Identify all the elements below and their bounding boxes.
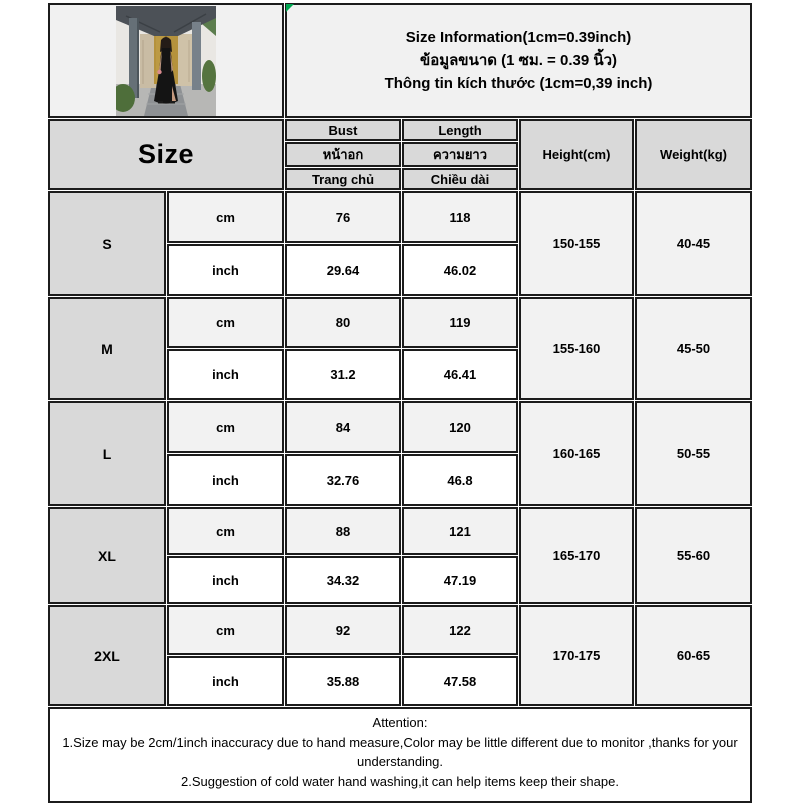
size-chart-table <box>47 2 753 804</box>
height-value: 155-160 <box>519 297 634 400</box>
row-xl-cm <box>48 507 752 555</box>
bust-cm-value: 76 <box>285 191 401 243</box>
row-m-cm <box>48 297 752 348</box>
weight-value: 60-65 <box>635 605 752 706</box>
bust-inch-value: 29.64 <box>285 244 401 296</box>
bust-header-th: หน้าอก <box>285 142 401 167</box>
title-english: Size Information(1cm=0.39inch) <box>405 28 632 46</box>
attention-title: Attention: <box>372 715 428 730</box>
length-header-th: ความยาว <box>402 142 518 167</box>
bust-inch-value: 34.32 <box>285 556 401 604</box>
unit-inch-label: inch <box>167 556 284 604</box>
bust-inch-value: 31.2 <box>285 349 401 400</box>
length-inch-value: 46.41 <box>402 349 518 400</box>
row-l-cm <box>48 401 752 453</box>
length-inch-value: 46.02 <box>402 244 518 296</box>
weight-value: 40-45 <box>635 191 752 296</box>
title-thai: ข้อมูลขนาด (1 ซม. = 0.39 นิ้ว) <box>419 51 618 69</box>
length-cm-value: 119 <box>402 297 518 348</box>
bust-cm-value: 88 <box>285 507 401 555</box>
row-2xl-cm <box>48 605 752 655</box>
size-label: S <box>48 191 166 296</box>
attention-note-2: 2.Suggestion of cold water hand washing,it can help items keep their shape. <box>181 773 619 789</box>
length-header-en: Length <box>402 119 518 141</box>
height-value: 160-165 <box>519 401 634 506</box>
height-header: Height(cm) <box>519 119 634 190</box>
weight-value: 55-60 <box>635 507 752 604</box>
unit-inch-label: inch <box>167 349 284 400</box>
size-label: 2XL <box>48 605 166 706</box>
header-row-en <box>48 119 752 141</box>
weight-value: 50-55 <box>635 401 752 506</box>
bust-inch-value: 32.76 <box>285 454 401 506</box>
length-inch-value: 47.58 <box>402 656 518 706</box>
unit-cm-label: cm <box>167 401 284 453</box>
height-value: 150-155 <box>519 191 634 296</box>
bust-header-vi: Trang chủ <box>285 168 401 190</box>
length-inch-value: 47.19 <box>402 556 518 604</box>
weight-header: Weight(kg) <box>635 119 752 190</box>
bust-cm-value: 80 <box>285 297 401 348</box>
bust-cm-value: 84 <box>285 401 401 453</box>
length-cm-value: 122 <box>402 605 518 655</box>
length-inch-value: 46.8 <box>402 454 518 506</box>
unit-inch-label: inch <box>167 244 284 296</box>
unit-cm-label: cm <box>167 605 284 655</box>
unit-cm-label: cm <box>167 297 284 348</box>
length-cm-value: 118 <box>402 191 518 243</box>
attention-note <box>48 707 752 803</box>
height-value: 165-170 <box>519 507 634 604</box>
size-label: L <box>48 401 166 506</box>
bust-inch-value: 35.88 <box>285 656 401 706</box>
length-cm-value: 120 <box>402 401 518 453</box>
row-s-cm <box>48 191 752 243</box>
bust-header-en: Bust <box>285 119 401 141</box>
size-label: XL <box>48 507 166 604</box>
unit-cm-label: cm <box>167 191 284 243</box>
model-photo <box>116 6 216 116</box>
size-information-title <box>285 3 752 118</box>
title-row <box>48 3 752 118</box>
title-vietnamese: Thông tin kích thước (1cm=0,39 inch) <box>384 75 653 93</box>
green-corner-marker <box>286 4 294 12</box>
size-column-header: Size <box>48 119 284 190</box>
size-chart-sheet <box>47 2 753 804</box>
bust-cm-value: 92 <box>285 605 401 655</box>
weight-value: 45-50 <box>635 297 752 400</box>
product-photo-cell <box>48 3 284 118</box>
unit-inch-label: inch <box>167 454 284 506</box>
attention-row <box>48 707 752 803</box>
length-cm-value: 121 <box>402 507 518 555</box>
length-header-vi: Chiều dài <box>402 168 518 190</box>
attention-note-1: 1.Size may be 2cm/1inch inaccuracy due to hand measure,Color may be little different due to monitor ,thanks for your understanding. <box>62 734 738 769</box>
size-label: M <box>48 297 166 400</box>
unit-inch-label: inch <box>167 656 284 706</box>
unit-cm-label: cm <box>167 507 284 555</box>
height-value: 170-175 <box>519 605 634 706</box>
